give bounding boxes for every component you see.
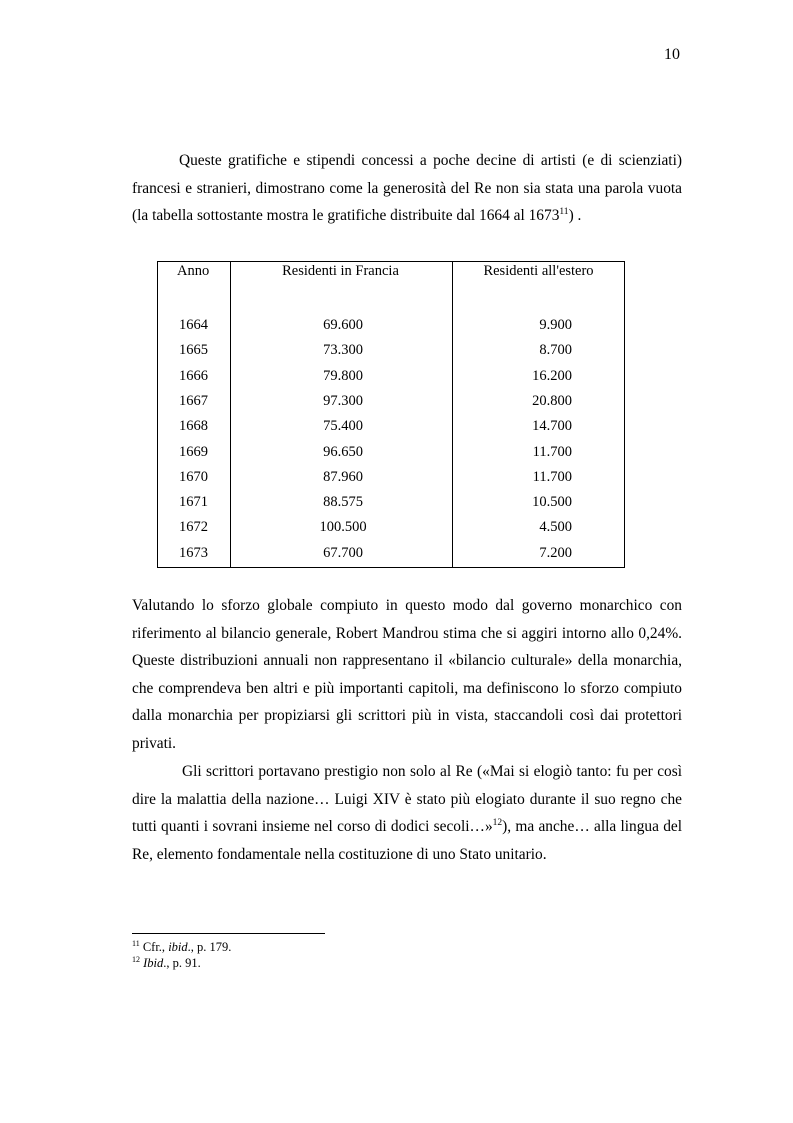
footnote-ref-11[interactable]: 11 [559, 207, 569, 218]
cell-residenti-francia: 87.960 [323, 468, 363, 485]
footnote-italic: Ibid [143, 956, 164, 970]
cell-residenti-estero: 11.700 [532, 443, 572, 460]
cell-residenti-francia: 67.700 [323, 544, 363, 561]
cell-residenti-estero: 8.700 [539, 342, 572, 359]
cell-anno: 1673 [179, 544, 208, 561]
footnote-12 [132, 956, 201, 971]
cell-anno: 1669 [179, 443, 208, 460]
cell-residenti-estero: 16.200 [532, 367, 572, 384]
cell-residenti-francia: 88.575 [323, 494, 363, 511]
footnote-mark: 11 [132, 938, 140, 948]
header-residenti-francia: Residenti in Francia [282, 263, 399, 279]
cell-residenti-estero: 20.800 [532, 392, 572, 409]
header-anno: Anno [177, 263, 210, 279]
paragraph-scrittori-tail: ), ma anche… alla lingua del Re, elemento fondamentale nella costituzione di uno Stato unitario. [132, 818, 683, 863]
cell-residenti-francia: 96.650 [323, 443, 363, 460]
paragraph-intro-text: Queste gratifiche e stipendi concessi a poche decine di artisti (e di scienziati) francesi e stranieri, dimostrano come la generosità del Re non sia stata una parola vuota (la tabella sottostante mostra le gratifiche distribuite dal 1664 al 1673 [132, 152, 682, 225]
cell-residenti-estero: 11.700 [532, 468, 572, 485]
cell-anno: 1666 [179, 367, 208, 384]
cell-anno: 1672 [179, 519, 208, 536]
cell-anno: 1671 [179, 494, 208, 511]
cell-residenti-estero: 7.200 [539, 544, 572, 561]
paragraph-intro-tail: ) . [568, 207, 582, 225]
cell-residenti-estero: 4.500 [539, 519, 572, 536]
cell-residenti-estero: 9.900 [539, 317, 572, 333]
column-divider [230, 262, 231, 567]
cell-residenti-francia: 100.500 [319, 519, 367, 536]
paragraph-intro [132, 147, 682, 230]
cell-residenti-francia: 79.800 [323, 367, 363, 384]
cell-residenti-francia: 69.600 [323, 317, 363, 333]
grants-table [157, 261, 625, 568]
paragraph-scrittori-text: Gli scrittori portavano prestigio non solo al Re («Mai si elogiò tanto: fu per così dire la malattia della nazione… Luigi XIV è stato più elogiato durante il suo regno che tutti quanti i sovrani insieme nel corso di dodici secoli…» [132, 763, 682, 836]
footnote-ref-12[interactable]: 12 [492, 818, 503, 829]
footnote-text: ., p. 91. [163, 956, 201, 970]
cell-residenti-francia: 73.300 [323, 342, 363, 359]
cell-anno: 1665 [179, 342, 208, 359]
paragraph-mandrou: Valutando lo sforzo globale compiuto in questo modo dal governo monarchico con riferimento al bilancio generale, Robert Mandrou stima che si aggiri intorno allo 0,24%. Queste distribuzioni annuali non rappresentano il «bilancio culturale» della monarchia, che comprendeva ben altri e più importanti capitoli, ma definiscono lo sforzo compiuto dalla monarchia per propiziarsi gli scrittori più in vista, staccandoli così dai protettori privati. [132, 597, 682, 752]
footnote-text: Cfr., [139, 940, 169, 954]
cell-anno: 1668 [179, 418, 208, 435]
cell-residenti-estero: 14.700 [532, 418, 572, 435]
cell-residenti-estero: 10.500 [532, 494, 572, 511]
paragraph-scrittori [132, 758, 682, 868]
cell-residenti-francia: 97.300 [323, 392, 363, 409]
footnote-text: ., p. 179. [187, 940, 232, 954]
page-number: 10 [664, 46, 680, 63]
cell-anno: 1664 [179, 317, 208, 333]
footnote-italic: ibid [168, 940, 188, 954]
column-divider [452, 262, 453, 567]
footnote-11 [132, 940, 231, 955]
cell-residenti-francia: 75.400 [323, 418, 363, 435]
header-residenti-estero: Residenti all'estero [483, 263, 594, 279]
cell-anno: 1670 [179, 468, 208, 485]
footnote-separator [132, 933, 325, 934]
footnote-mark: 12 [132, 954, 140, 964]
cell-anno: 1667 [179, 392, 208, 409]
